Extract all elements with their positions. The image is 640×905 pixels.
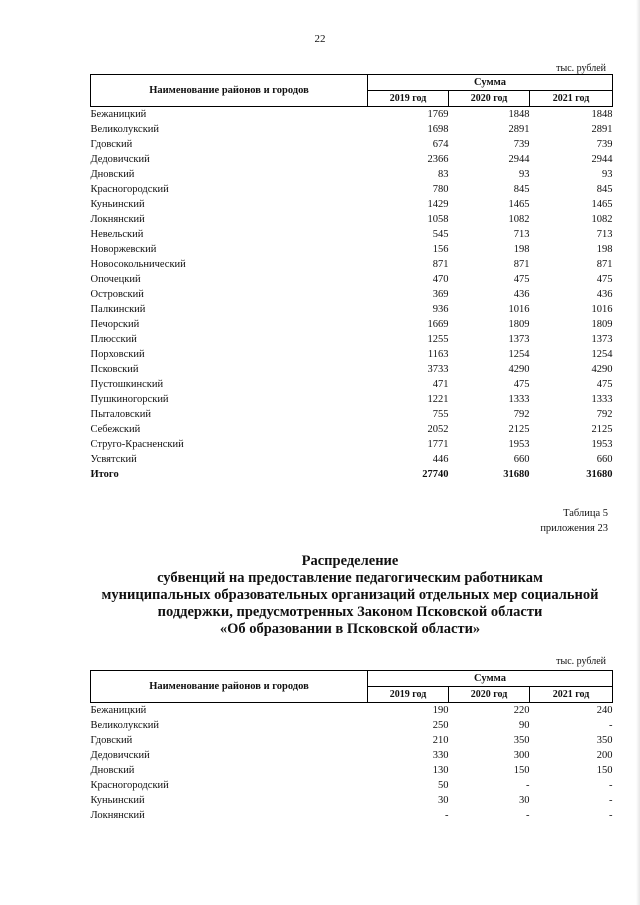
table2-row [91,733,613,748]
table2-amount-cell: 150 [596,765,613,776]
section-heading [60,553,640,638]
table1-row [91,182,613,197]
table1-row [91,362,613,377]
table1-row [91,272,613,287]
table1-amount-cell: 936 [432,304,449,315]
table2-amount-cell: - [609,780,613,791]
table1-district-name: Новоржевский [90,244,157,255]
table1-amount-cell: 3733 [427,364,449,375]
table1-district-name: Великолукский [90,124,160,135]
table1-amount-cell: 93 [519,169,530,180]
table2-amount-cell: - [526,810,530,821]
table1-amount-cell: 2944 [591,154,613,165]
table1-district-name: Псковский [90,364,139,375]
table1-amount-cell: 1669 [427,319,449,330]
table1-district-name: Усвятский [90,454,137,465]
table1-district-name: Гдовский [90,139,133,150]
table1-amount-cell: 83 [438,169,449,180]
table1-district-name: Пустошкинский [90,379,164,390]
table2-header-name: Наименование районов и городов [91,671,368,703]
table2-subsidies [90,670,613,823]
table2-amount-cell: - [526,780,530,791]
table1-district-name: Струго-Красненский [90,439,184,450]
table1-row [91,152,613,167]
table1-amount-cell: 198 [596,244,613,255]
table1-row [91,107,613,123]
table1-amount-cell: 1848 [508,109,530,120]
table2-row [91,718,613,733]
table2-district-name: Красногородский [90,780,169,791]
table1-amount-cell: 27740 [422,469,449,480]
table1-amount-cell: 871 [432,259,449,270]
table1-amount-cell: 1058 [427,214,449,225]
table1-district-name: Островский [90,289,144,300]
table2-amount-cell: 240 [596,705,613,716]
table1-amount-cell: 471 [432,379,449,390]
table1-amount-cell: 792 [596,409,613,420]
table2-row [91,748,613,763]
table1-amount-cell: 755 [432,409,449,420]
heading-line: муниципальных образовательных организаций отдельных мер социальной [101,587,599,603]
table1-amount-cell: 660 [596,454,613,465]
heading-line: поддержки, предусмотренных Законом Псковской области [157,604,543,620]
table1-amount-cell: 2125 [508,424,530,435]
table1-amount-cell: 1953 [591,439,613,450]
table2-district-name: Великолукский [90,720,160,731]
table1-amount-cell: 1809 [508,319,530,330]
table1-row [91,437,613,452]
table1-district-name: Себежский [90,424,141,435]
table1-row [91,197,613,212]
table-caption-appendix: приложения 23 [540,523,608,534]
table1-row [91,242,613,257]
table1-amount-cell: 792 [513,409,530,420]
table1-amount-cell: 1221 [427,394,449,405]
table1-amount-cell: 436 [596,289,613,300]
table1-subsidies [90,74,613,482]
table2-amount-cell: 90 [519,720,530,731]
table1-amount-cell: 446 [432,454,449,465]
table2-body [91,703,613,824]
table1-row [91,167,613,182]
table1-district-name: Опочецкий [90,274,141,285]
page-number: 22 [314,33,326,45]
table2-row [91,808,613,823]
table1-district-name: Палкинский [90,304,146,315]
table1-row [91,317,613,332]
table1-district-name: Дновский [90,169,135,180]
table1-district-name: Пыталовский [90,409,151,420]
scan-edge-shadow [636,0,640,905]
table1-amount-cell: 1809 [591,319,613,330]
table1-row [91,422,613,437]
table2-amount-cell: 350 [596,735,613,746]
table1-amount-cell: 1255 [427,334,449,345]
table1-amount-cell: 739 [513,139,530,150]
table1-amount-cell: 1953 [508,439,530,450]
table1-amount-cell: 1163 [427,349,449,360]
table1-district-name: Куньинский [90,199,145,210]
table1-amount-cell: 475 [596,274,613,285]
table2-amount-cell: 200 [596,750,613,761]
table2-amount-cell: 30 [438,795,449,806]
table1-amount-cell: 1082 [591,214,613,225]
table2-district-name: Гдовский [90,735,133,746]
table1-amount-cell: 2891 [508,124,530,135]
table2-amount-cell: 300 [513,750,530,761]
table1-amount-cell: 156 [432,244,449,255]
table1-amount-cell: 369 [432,289,449,300]
table1-amount-cell: 1082 [508,214,530,225]
table1-amount-cell: 436 [513,289,530,300]
table1-amount-cell: 660 [513,454,530,465]
table1-amount-cell: 475 [596,379,613,390]
table1-district-name: Красногородский [90,184,169,195]
table1-amount-cell: 1848 [591,109,613,120]
table1-body [91,107,613,483]
table1-district-name: Печорский [90,319,140,330]
table1-district-name: Итого [90,469,119,480]
table1-amount-cell: 871 [596,259,613,270]
table2-row [91,763,613,778]
table1-amount-cell: 1333 [508,394,530,405]
table1-district-name: Новосокольнический [90,259,186,270]
table2-district-name: Куньинский [90,795,145,806]
table1-row [91,377,613,392]
table1-header-name: Наименование районов и городов [91,75,368,107]
table1-row [91,407,613,422]
table1-amount-cell: 1333 [591,394,613,405]
table1-amount-cell: 1254 [508,349,530,360]
table1-amount-cell: 31680 [503,469,530,480]
table1-amount-cell: 780 [432,184,449,195]
table1-amount-cell: 1429 [427,199,449,210]
table1-district-name: Плюсский [90,334,137,345]
table2-district-name: Бежаницкий [90,705,147,716]
table1-amount-cell: 1373 [508,334,530,345]
table1-amount-cell: 1465 [508,199,530,210]
table2-district-name: Дедовичский [90,750,150,761]
table1-amount-cell: 4290 [508,364,530,375]
table1-amount-cell: 2891 [591,124,613,135]
table1-amount-cell: 1254 [591,349,613,360]
table2-amount-cell: 50 [438,780,449,791]
table1-amount-cell: 31680 [586,469,613,480]
table1-district-name: Дедовичский [90,154,150,165]
table1-amount-cell: 674 [432,139,449,150]
table2-district-name: Дновский [90,765,135,776]
table1-header-sum: Сумма [368,75,613,91]
table1-amount-cell: 713 [513,229,530,240]
heading-line: субвенций на предоставление педагогическим работникам [157,570,543,586]
table1-district-name: Пушкиногорский [90,394,169,405]
table1-row [91,212,613,227]
table1-amount-cell: 1771 [427,439,449,450]
table1-row [91,137,613,152]
table1-amount-cell: 475 [513,379,530,390]
table1-amount-cell: 1769 [427,109,449,120]
table2-amount-cell: - [609,810,613,821]
table2-header-year: 2020 год [449,687,530,703]
table2-amount-cell: 350 [513,735,530,746]
table1-amount-cell: 2366 [427,154,449,165]
table2-amount-cell: - [609,795,613,806]
table1-row [91,302,613,317]
table1-amount-cell: 2125 [591,424,613,435]
heading-line: Распределение [301,553,399,569]
table1-district-name: Невельский [90,229,144,240]
table1-amount-cell: 93 [602,169,613,180]
table2-row [91,778,613,793]
table2-header-year: 2019 год [368,687,449,703]
table1-amount-cell: 2052 [427,424,449,435]
table1-district-name: Бежаницкий [90,109,147,120]
table1-amount-cell: 845 [596,184,613,195]
table1-amount-cell: 1373 [591,334,613,345]
table1-unit-note: тыс. рублей [556,63,606,74]
table1-amount-cell: 713 [596,229,613,240]
table2-amount-cell: 210 [432,735,449,746]
table1-total-row [91,467,613,482]
table2-unit-note: тыс. рублей [556,656,606,667]
table2-amount-cell: 190 [432,705,449,716]
table1-district-name: Порховский [90,349,145,360]
table1-amount-cell: 871 [513,259,530,270]
heading-line: «Об образовании в Псковской области» [219,621,481,637]
table2-amount-cell: 130 [432,765,449,776]
table1-row [91,287,613,302]
table2-amount-cell: 30 [519,795,530,806]
table1-row [91,257,613,272]
table2-header-sum: Сумма [368,671,613,687]
table1-row [91,122,613,137]
table1-amount-cell: 845 [513,184,530,195]
table1-amount-cell: 1016 [591,304,613,315]
table1-amount-cell: 1465 [591,199,613,210]
table-caption-number: Таблица 5 [563,508,608,519]
table1-row [91,227,613,242]
table1-amount-cell: 545 [432,229,449,240]
table1-amount-cell: 198 [513,244,530,255]
table1-header-year: 2020 год [449,91,530,107]
table1-amount-cell: 1698 [427,124,449,135]
table2-amount-cell: - [445,810,449,821]
table2-amount-cell: 220 [513,705,530,716]
table2-district-name: Локнянский [90,810,145,821]
table2-amount-cell: - [609,720,613,731]
table1-amount-cell: 4290 [591,364,613,375]
table2-header-year: 2021 год [530,687,613,703]
table2-amount-cell: 150 [513,765,530,776]
table1-row [91,347,613,362]
table1-amount-cell: 2944 [508,154,530,165]
table2-row [91,703,613,719]
table1-row [91,332,613,347]
table1-amount-cell: 470 [432,274,449,285]
table1-amount-cell: 1016 [508,304,530,315]
table2-row [91,793,613,808]
table1-amount-cell: 739 [596,139,613,150]
table2-amount-cell: 250 [432,720,449,731]
table2-amount-cell: 330 [432,750,449,761]
table1-row [91,392,613,407]
table1-header-year: 2019 год [368,91,449,107]
table1-header-year: 2021 год [530,91,613,107]
table1-district-name: Локнянский [90,214,145,225]
table1-amount-cell: 475 [513,274,530,285]
table1-row [91,452,613,467]
